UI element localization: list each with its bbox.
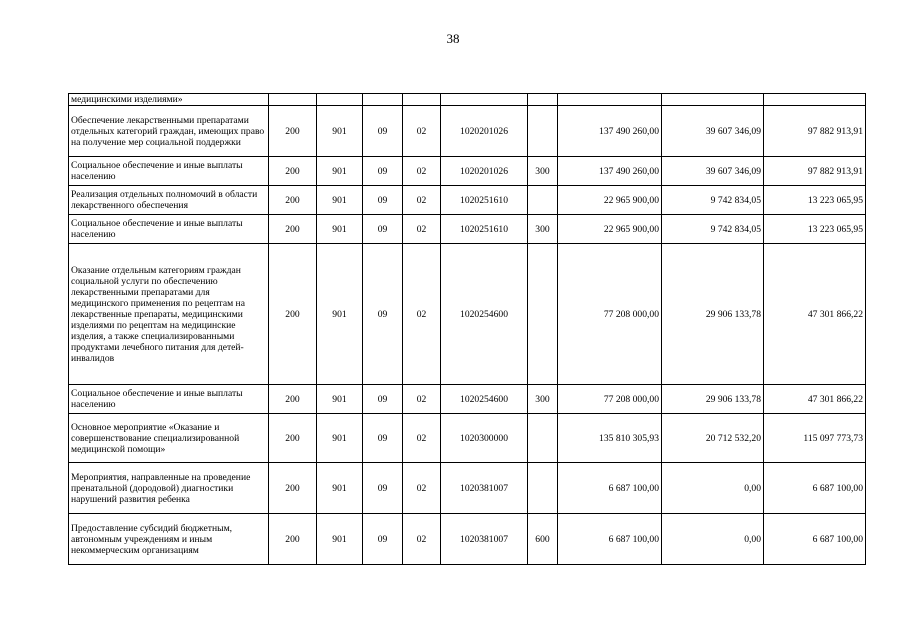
table-cell-amount-1: 137 490 260,00 [558,106,662,157]
table-cell-amount-3: 6 687 100,00 [764,514,866,565]
table-cell-amount-2: 0,00 [662,463,764,514]
table-cell-expense-type: 300 [528,385,558,414]
table-cell-amount-1: 135 810 305,93 [558,414,662,463]
table-cell-section: 09 [363,414,403,463]
table-row [69,414,866,463]
table-cell-target-article: 1020381007 [441,514,528,565]
table-cell-target-article: 1020251610 [441,215,528,244]
table-cell-section: 09 [363,157,403,186]
table-cell-amount-3: 97 882 913,91 [764,157,866,186]
table-cell-amount-2: 9 742 834,05 [662,215,764,244]
table-cell-target-article: 1020254600 [441,244,528,385]
table-cell-name: Реализация отдельных полномочий в области лекарственного обеспечения [69,186,269,215]
table-cell-expense-type: 600 [528,514,558,565]
table-row [69,186,866,215]
table-cell-amount-1: 6 687 100,00 [558,514,662,565]
table-row [69,385,866,414]
table-cell-expense-type [528,106,558,157]
table-row [69,215,866,244]
table-cell-amount-2: 9 742 834,05 [662,186,764,215]
table-row [69,244,866,385]
table-cell-name: Социальное обеспечение и иные выплаты населению [69,215,269,244]
table-cell-section [363,94,403,106]
table-cell-amount-3: 13 223 065,95 [764,215,866,244]
table-cell-subsection: 02 [403,215,441,244]
table-cell-amount-3: 13 223 065,95 [764,186,866,215]
table-cell-code-1: 200 [269,244,317,385]
table-cell-name: Предоставление субсидий бюджетным, автономным учреждениям и иным некоммерческим организациям [69,514,269,565]
table-cell-code-2: 901 [317,514,363,565]
table-row [69,157,866,186]
table-cell-code-1: 200 [269,514,317,565]
table-row [69,106,866,157]
table-cell-name: Социальное обеспечение и иные выплаты населению [69,385,269,414]
table-cell-subsection: 02 [403,514,441,565]
table-cell-section: 09 [363,514,403,565]
table-cell-code-2: 901 [317,463,363,514]
table-cell-target-article: 1020300000 [441,414,528,463]
table-cell-expense-type [528,186,558,215]
table-cell-code-2: 901 [317,215,363,244]
table-cell-subsection: 02 [403,244,441,385]
table-cell-code-1: 200 [269,463,317,514]
table-cell-subsection: 02 [403,414,441,463]
table-cell-amount-3: 47 301 866,22 [764,244,866,385]
table-row [69,514,866,565]
table-row [69,463,866,514]
table-cell-amount-1: 77 208 000,00 [558,244,662,385]
table-cell-amount-1: 77 208 000,00 [558,385,662,414]
table-cell-amount-1: 6 687 100,00 [558,463,662,514]
table-cell-code-2 [317,94,363,106]
table-cell-subsection: 02 [403,463,441,514]
table-cell-target-article [441,94,528,106]
table-cell-expense-type [528,94,558,106]
table-cell-expense-type [528,414,558,463]
table-cell-target-article: 1020254600 [441,385,528,414]
table-cell-amount-3: 47 301 866,22 [764,385,866,414]
table-cell-amount-2: 39 607 346,09 [662,157,764,186]
table-row [69,94,866,106]
table-cell-section: 09 [363,463,403,514]
table-cell-subsection: 02 [403,157,441,186]
table-cell-code-1: 200 [269,385,317,414]
table-cell-amount-3: 115 097 773,73 [764,414,866,463]
table-cell-amount-2: 0,00 [662,514,764,565]
table-cell-code-2: 901 [317,186,363,215]
table-cell-name: Основное мероприятие «Оказание и совершенствование специализированной медицинской помощи» [69,414,269,463]
table-cell-expense-type: 300 [528,157,558,186]
table-cell-subsection [403,94,441,106]
table-cell-code-1 [269,94,317,106]
table-cell-code-1: 200 [269,106,317,157]
table-cell-section: 09 [363,385,403,414]
table-cell-subsection: 02 [403,106,441,157]
table-cell-amount-2: 29 906 133,78 [662,244,764,385]
table-cell-expense-type: 300 [528,215,558,244]
table-cell-name: Обеспечение лекарственными препаратами отдельных категорий граждан, имеющих право на получение мер социальной поддержки [69,106,269,157]
table-cell-amount-3 [764,94,866,106]
table-cell-target-article: 1020251610 [441,186,528,215]
table-cell-section: 09 [363,244,403,385]
table-cell-code-2: 901 [317,157,363,186]
table-cell-code-1: 200 [269,186,317,215]
table-cell-amount-2: 29 906 133,78 [662,385,764,414]
table-cell-amount-1: 22 965 900,00 [558,186,662,215]
table-cell-code-2: 901 [317,244,363,385]
table-cell-amount-1: 137 490 260,00 [558,157,662,186]
table-cell-code-1: 200 [269,414,317,463]
table-cell-expense-type [528,463,558,514]
table-cell-name: Мероприятия, направленные на проведение пренатальной (дородовой) диагностики нарушений развития ребенка [69,463,269,514]
table-cell-expense-type [528,244,558,385]
table-cell-name: Социальное обеспечение и иные выплаты населению [69,157,269,186]
table-cell-amount-1: 22 965 900,00 [558,215,662,244]
table-cell-name: Оказание отдельным категориям граждан социальной услуги по обеспечению лекарственными препаратами для медицинского применения по рецептам на лекарственные препараты, медицинскими изделиями по рецептам на медицинские изделия, а также специализированными продуктами лечебного питания для детей-инвалидов [69,244,269,385]
table-cell-target-article: 1020201026 [441,106,528,157]
table-cell-code-2: 901 [317,414,363,463]
table-cell-section: 09 [363,106,403,157]
table-cell-code-2: 901 [317,106,363,157]
table-cell-subsection: 02 [403,186,441,215]
page-number: 38 [446,31,460,46]
table-cell-target-article: 1020381007 [441,463,528,514]
table-cell-amount-3: 6 687 100,00 [764,463,866,514]
table-cell-amount-2 [662,94,764,106]
table-cell-name: медицинскими изделиями» [69,94,269,106]
table-cell-amount-2: 20 712 532,20 [662,414,764,463]
table-cell-target-article: 1020201026 [441,157,528,186]
table-cell-code-1: 200 [269,215,317,244]
table-cell-code-2: 901 [317,385,363,414]
table-cell-amount-3: 97 882 913,91 [764,106,866,157]
table-cell-section: 09 [363,186,403,215]
table-cell-amount-2: 39 607 346,09 [662,106,764,157]
table-cell-section: 09 [363,215,403,244]
table-cell-code-1: 200 [269,157,317,186]
table-cell-amount-1 [558,94,662,106]
table-cell-subsection: 02 [403,385,441,414]
budget-table [68,93,866,565]
